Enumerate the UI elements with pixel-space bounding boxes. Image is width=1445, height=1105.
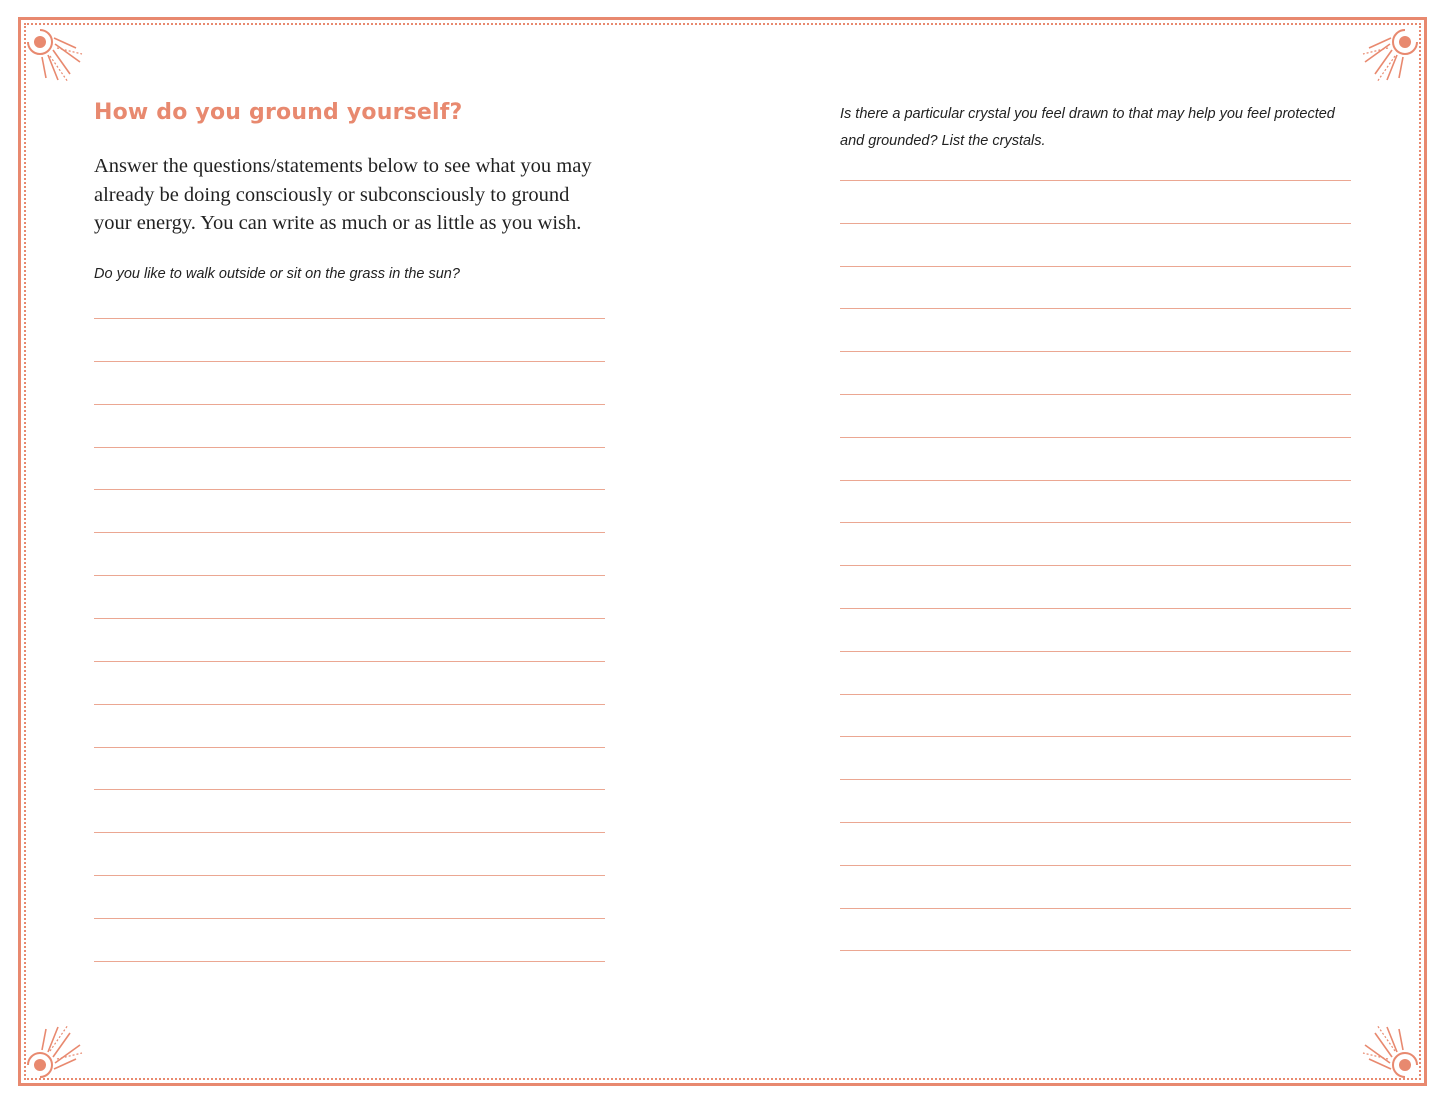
sunburst-corner-icon	[24, 1017, 88, 1081]
writing-line[interactable]	[94, 832, 605, 833]
question-prompt: Do you like to walk outside or sit on the grass in the sun?	[94, 266, 460, 282]
writing-line[interactable]	[94, 318, 605, 319]
writing-line[interactable]	[94, 575, 605, 576]
writing-line[interactable]	[840, 779, 1351, 780]
writing-line[interactable]	[840, 437, 1351, 438]
writing-line[interactable]	[94, 789, 605, 790]
writing-line[interactable]	[94, 618, 605, 619]
writing-line[interactable]	[94, 704, 605, 705]
sunburst-corner-icon	[1357, 26, 1421, 90]
page-title: How do you ground yourself?	[94, 100, 463, 125]
writing-line[interactable]	[94, 875, 605, 876]
writing-line[interactable]	[840, 223, 1351, 224]
sunburst-corner-icon	[24, 26, 88, 90]
writing-line[interactable]	[94, 961, 605, 962]
writing-line[interactable]	[840, 480, 1351, 481]
writing-line[interactable]	[94, 661, 605, 662]
writing-line[interactable]	[840, 651, 1351, 652]
writing-line[interactable]	[94, 489, 605, 490]
writing-line[interactable]	[840, 308, 1351, 309]
writing-line[interactable]	[840, 522, 1351, 523]
writing-line[interactable]	[840, 865, 1351, 866]
writing-line[interactable]	[840, 180, 1351, 181]
writing-line[interactable]	[94, 404, 605, 405]
writing-line[interactable]	[94, 447, 605, 448]
writing-line[interactable]	[94, 918, 605, 919]
writing-line[interactable]	[840, 394, 1351, 395]
writing-line[interactable]	[840, 351, 1351, 352]
writing-line[interactable]	[840, 565, 1351, 566]
writing-line[interactable]	[840, 608, 1351, 609]
writing-line[interactable]	[840, 736, 1351, 737]
writing-line[interactable]	[94, 747, 605, 748]
writing-line[interactable]	[94, 532, 605, 533]
writing-line[interactable]	[840, 694, 1351, 695]
writing-line[interactable]	[840, 822, 1351, 823]
writing-line[interactable]	[840, 908, 1351, 909]
writing-line[interactable]	[94, 361, 605, 362]
intro-paragraph: Answer the questions/statements below to see what you may already be doing consciously or subconsciously to ground your energy. You can write as much or as little as you wish.	[94, 155, 592, 234]
writing-line[interactable]	[840, 950, 1351, 951]
writing-line[interactable]	[840, 266, 1351, 267]
sunburst-corner-icon	[1357, 1017, 1421, 1081]
question-prompt: Is there a particular crystal you feel drawn to that may help you feel protected and grounded? List the crystals.	[840, 106, 1335, 149]
